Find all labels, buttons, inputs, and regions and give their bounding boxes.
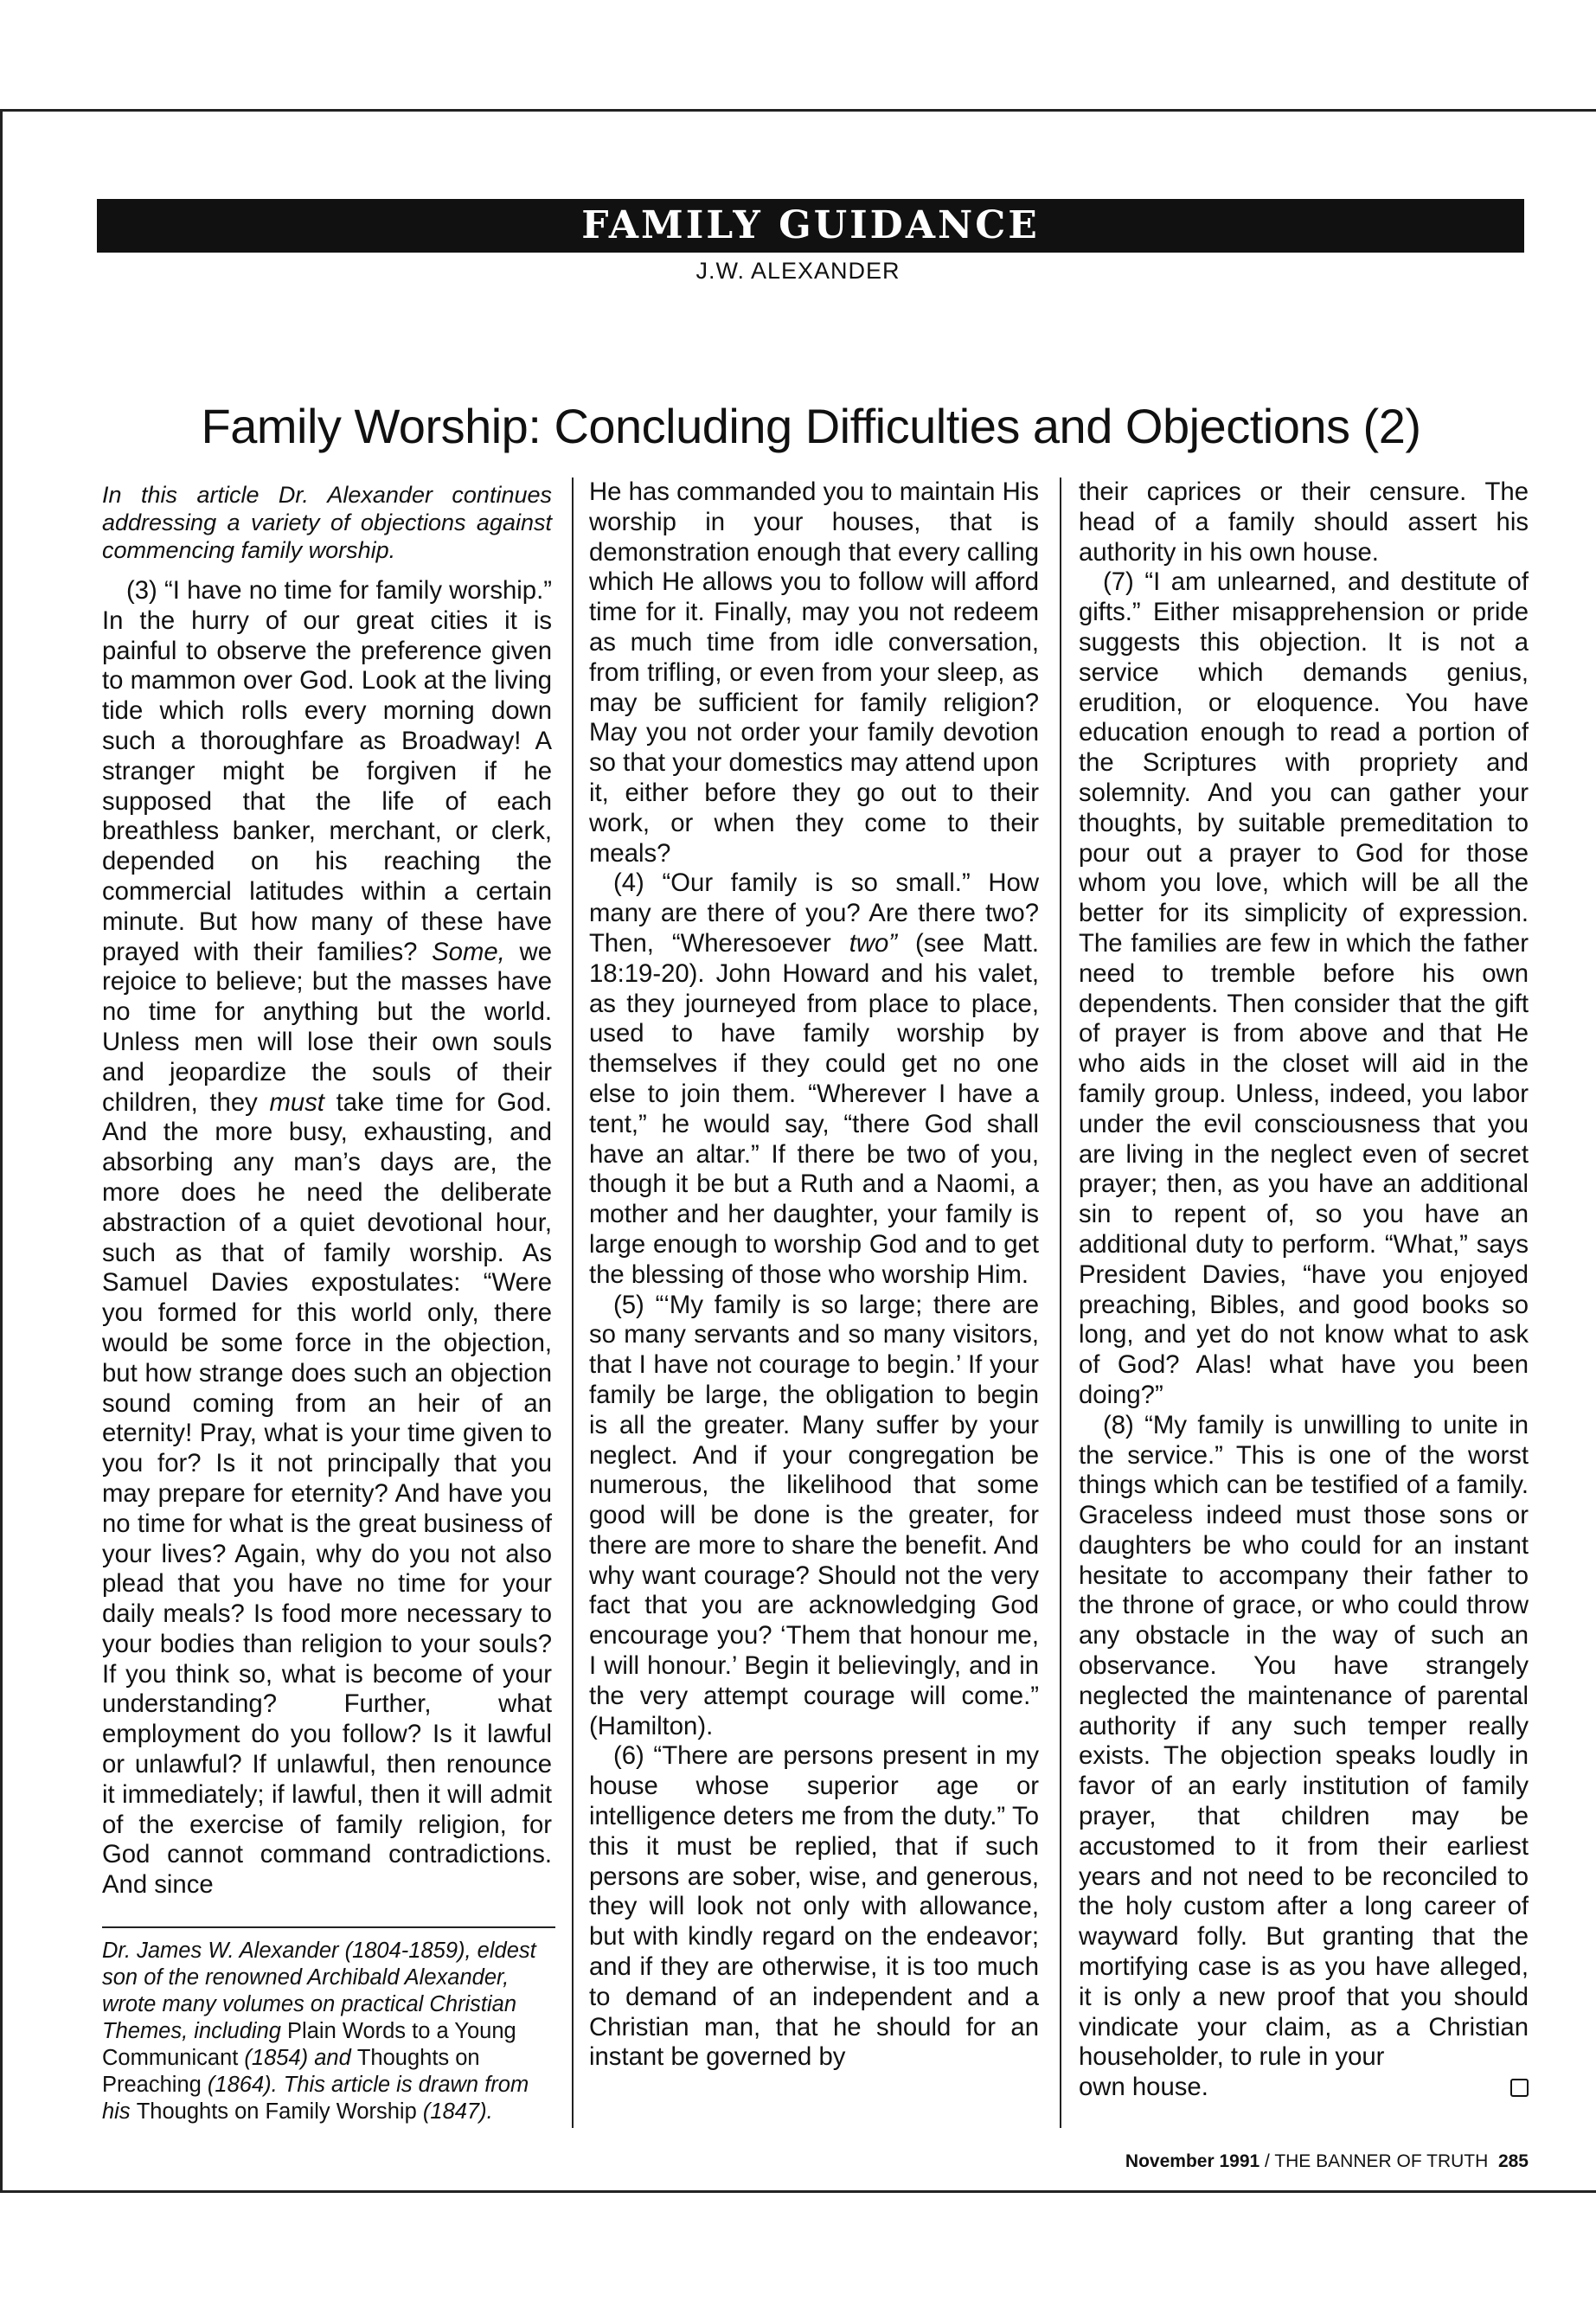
section-banner: FAMILY GUIDANCE xyxy=(97,199,1524,253)
paragraph: (3) “I have no time for family worship.” In the hurry of our great cities it is painful to observe the preference given to mammon over God. Look at the living tide which rolls every morning down such a thoroughfare as Broadway! A stranger might be forgiven if he supposed that the life of each breathless banker, merchant, or clerk, depended on his reaching the commercial latitudes within a certain minute. But how many of these have prayed with their families? Some, we rejoice to believe; but the masses have no time for anything but the world. Unless men will lose their own souls and jeopardize the souls of their children, they must take time for God. And the more busy, exhausting, and absorbing any man’s days are, the more does he need the deliberate abstraction of a quiet devotional hour, such as that of family worship. As Samuel Davies expostulates: “Were you formed for this world only, there would be some force in the objection, but how strange does such an objection sound coming from an heir of an eternity! Pray, what is your time given to you for? Is it not principally that you may prepare for eternity? And have you no time for what is the great business of your lives? Again, why do you not also plead that you have no time for your daily meals? Is food more necessary to your bodies than religion to your souls? If you think so, what is become of your understanding? Further, what employment do you follow? Is it lawful or unlawful? If unlawful, then renounce it immediately; if lawful, then it will admit of the exercise of family religion, for God cannot command contradictions. And since xyxy=(102,576,552,1900)
article-title: Family Worship: Concluding Difficulties and Objections (2) xyxy=(201,399,1421,453)
scan-edge xyxy=(0,109,1596,112)
column-1 xyxy=(102,481,552,1900)
paragraph: (6) “There are persons present in my house whose superior age or intelligence deters me from the duty.” To this it must be replied, that if such persons are sober, wise, and generous, they will look not only with allowance, but with kindly regard on the endeavor; and if they are otherwise, it is too much to demand of an independent and a Christian man, that he should for an instant be governed by xyxy=(589,1741,1039,2072)
paragraph: (7) “I am unlearned, and destitute of gifts.” Either misapprehension or pride suggests this objection. It is not a service which demands genius, erudition, or eloquence. You have education enough to read a portion of the Scriptures with propriety and solemnity. And you can gather your thoughts, by suitable premeditation to pour out a prayer to God for those whom you love, which will be all the better for its simplicity of expression. The families are few in which the father need to tremble before his own dependents. Then consider that the gift of prayer is from above and that He who aids in the closet will aid in the family group. Unless, indeed, you labor under the evil consciousness that you are living in the neglect even of secret prayer; then, as you have an additional sin to repent of, so you have an additional duty to perform. “What,” says President Davies, “have you enjoyed preaching, Bibles, and good books so long, and yet do not know what to ask of God? Alas! what have you been doing?” xyxy=(1079,567,1529,1409)
page-footer xyxy=(1125,2151,1529,2172)
intro-text: In this article Dr. Alexander continues addressing a variety of objections against commencing family worship. xyxy=(102,482,552,563)
column-3 xyxy=(1079,478,1529,2103)
page-number: 285 xyxy=(1497,2151,1529,2171)
footer-separator: / xyxy=(1259,2151,1275,2171)
author-byline: J.W. ALEXANDER xyxy=(695,258,901,284)
scan-margin-top xyxy=(0,0,1596,111)
paragraph: (8) “My family is unwilling to unite in the service.” This is one of the worst things which can be testified of a family. Graceless indeed must those sons or daughters be who could for an instant hesitate to accompany their father to the throne of grace, or who could throw any obstacle in the way of such an observance. You have strangely neglected the maintenance of parental authority if any such temper really exists. The objection speaks loudly in favor of an early institution of family prayer, that children may be accustomed to it from their earliest years and not need to be reconciled to the holy custom after a long career of wayward folly. But granting that the mortifying case is as you have alleged, it is only a new proof that you should vindicate your claim, as a Christian householder, to rule in your xyxy=(1079,1410,1529,2072)
bio-divider xyxy=(102,1926,555,1928)
magazine-name: THE BANNER OF TRUTH xyxy=(1274,2151,1489,2171)
paragraph: He has commanded you to maintain His worship in your houses, that is demonstration enough that every calling which He allows you to follow will afford time for it. Finally, may you not redeem as much time from idle conversation, from trifling, or even from your sleep, as may be sufficient for family religion? May you not order your family devotion so that your domestics may attend upon it, either before they go out to their work, or when they come to their meals? xyxy=(589,478,1039,868)
scan-margin-bottom xyxy=(0,2193,1596,2301)
author-bio: Dr. James W. Alexander (1804-1859), eldest son of the renowned Archibald Alexander, wrote many volumes on practical Christian Themes, including Plain Words to a Young Communicant (1854) and Thoughts on Preaching (1864). This article is drawn from his Thoughts on Family Worship (1847). xyxy=(102,1939,536,2124)
column-divider xyxy=(1060,478,1061,2128)
paragraph: (5) “‘My family is so large; there are so many servants and so many visitors, that I have not courage to begin.’ If your family be large, the obligation to begin is all the greater. Many suffer by your neglect. And if your congregation be numerous, the likelihood that some good will be done is the greater, for there are more to share the benefit. And why want courage? Should not the very fact that you are acknowledging God encourage you? ‘Them that honour me, I will honour.’ Begin it believingly, and in the very attempt courage will come.” (Hamilton). xyxy=(589,1290,1039,1740)
issue-date: November 1991 xyxy=(1125,2151,1260,2171)
closing-text: own house. xyxy=(1079,2073,1208,2102)
column-divider xyxy=(572,478,574,2128)
paragraph: (4) “Our family is so small.” How many are there of you? Are there two? Then, “Wheresoever two” (see Matt. 18:19-20). John Howard and his valet, as they journeyed from place to place, used to have family worship by themselves if they could get no one else to join them. “Wherever I have a tent,” he would say, “there God shall have an altar.” If there be two of you, though it be but a Ruth and a Naomi, a mother and her daughter, your family is large enough to worship God and to get the blessing of those who worship Him. xyxy=(589,868,1039,1289)
end-mark-icon xyxy=(1510,2079,1529,2097)
paragraph: their caprices or their censure. The head of a family should assert his authority in his own house. xyxy=(1079,478,1529,567)
column-2 xyxy=(589,478,1039,2073)
closing-line xyxy=(1079,2073,1529,2103)
